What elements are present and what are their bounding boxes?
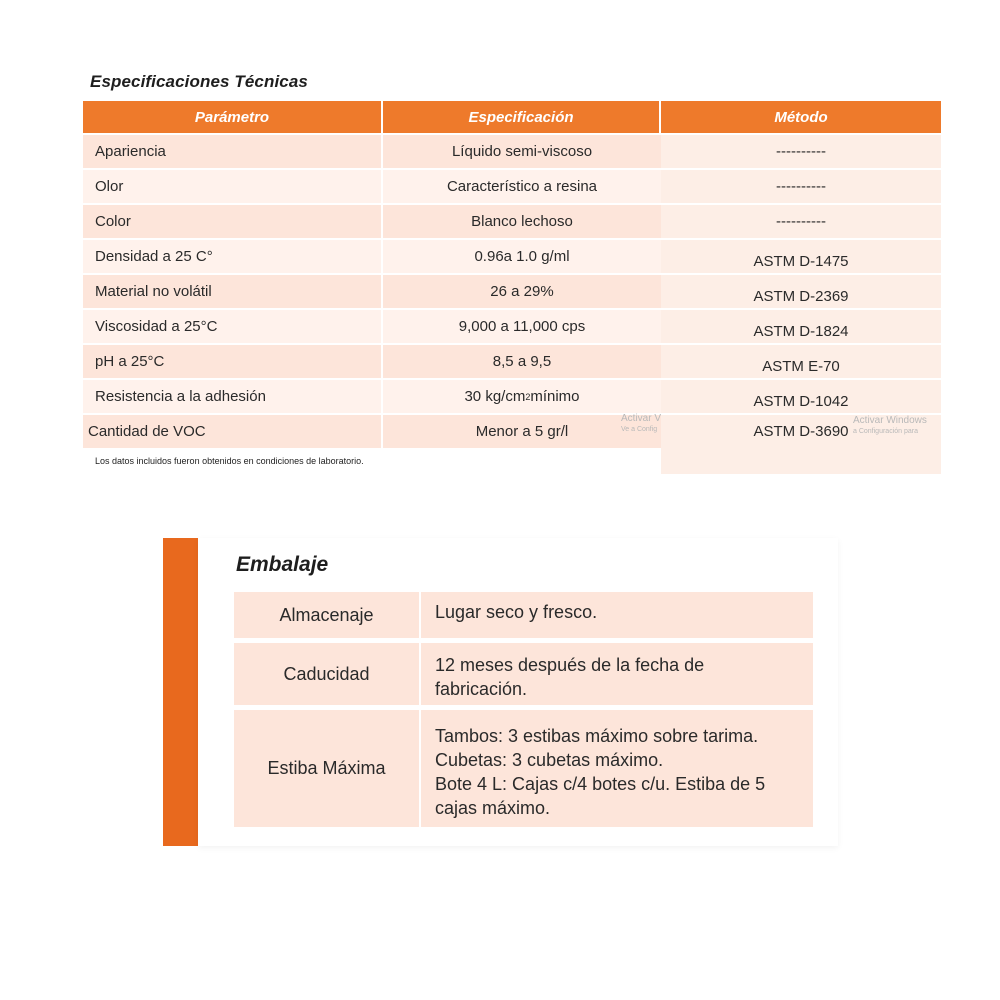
packaging-title: Embalaje [236,553,329,576]
table-row [83,133,941,168]
param-cell: Color [83,203,383,238]
packaging-value [421,643,813,705]
value-line: Tambos: 3 estibas máximo sobre tarima. [435,726,759,746]
method-cell: ASTM D-2369 [661,273,941,308]
method-cell: ASTM D-3690 [661,413,941,448]
param-cell: Viscosidad a 25°C [83,308,383,343]
param-cell: Cantidad de VOC [83,413,383,448]
specs-footnote-row [83,448,941,474]
table-row [83,308,941,343]
value-line: Bote 4 L: Cajas c/4 botes c/u. Estiba de 5 [435,774,766,794]
value-line: Cubetas: 3 cubetas máximo. [435,750,664,770]
value-line: cajas máximo. [435,798,551,818]
packaging-label: Estiba Máxima [234,710,419,827]
spec-cell: Líquido semi-viscoso [383,133,661,168]
table-row [234,643,813,705]
table-row [83,238,941,273]
method-cell: ASTM E-70 [661,343,941,378]
value-line: Lugar seco y fresco. [435,602,598,622]
specs-header-row [83,101,941,133]
table-row [83,203,941,238]
table-row [234,592,813,638]
method-cell: ---------- [661,203,941,238]
method-cell: ASTM D-1475 [661,238,941,273]
spec-cell: 30 kg/cm 2 mínimo [383,378,661,413]
watermark-subline: Ve a Config [621,426,658,433]
param-cell: Resistencia a la adhesión [83,378,383,413]
param-cell: Olor [83,168,383,203]
packaging-value [421,710,813,827]
packaging-value [421,592,813,638]
watermark-line: Activar Windows [853,415,927,426]
spec-cell: Característico a resina [383,168,661,203]
packaging-label: Caducidad [234,643,419,705]
spec-cell: Blanco lechoso [383,203,661,238]
packaging-label: Almacenaje [234,592,419,638]
watermark-activate-b [853,416,927,437]
watermark-subline: a Configuración para [853,428,918,435]
method-cell: ASTM D-1042 [661,378,941,413]
method-cell: ASTM D-1824 [661,308,941,343]
param-cell: pH a 25°C [83,343,383,378]
spec-cell: 26 a 29% [383,273,661,308]
param-cell: Densidad a 25 C° [83,238,383,273]
packaging-accent-bar [163,538,198,846]
method-cell: ---------- [661,133,941,168]
footnote-method-filler [661,448,941,474]
spec-cell: Menor a 5 gr/l [383,413,661,448]
packaging-table [234,592,813,832]
header-method: Método [661,101,941,133]
specs-title: Especificaciones Técnicas [90,72,308,91]
spec-text-suffix: mínimo [530,388,580,405]
table-row [83,413,941,448]
table-row [83,273,941,308]
param-cell: Material no volátil [83,273,383,308]
specs-footnote: Los datos incluidos fueron obtenidos en condiciones de laboratorio. [83,448,661,474]
table-row [83,343,941,378]
watermark-line: Activar V [621,413,662,424]
value-line: 12 meses después de la fecha de [435,655,705,675]
spec-cell: 8,5 a 9,5 [383,343,661,378]
table-row [234,710,813,827]
spec-text: 30 kg/cm [464,388,526,405]
watermark-activate-a [621,414,661,435]
specs-table [83,101,941,474]
value-line: fabricación. [435,679,528,699]
table-row [83,168,941,203]
spec-cell: 9,000 a 11,000 cps [383,308,661,343]
table-row [83,378,941,413]
header-parameter: Parámetro [83,101,383,133]
header-specification: Especificación [383,101,661,133]
param-cell: Apariencia [83,133,383,168]
method-cell: ---------- [661,168,941,203]
spec-cell: 0.96a 1.0 g/ml [383,238,661,273]
